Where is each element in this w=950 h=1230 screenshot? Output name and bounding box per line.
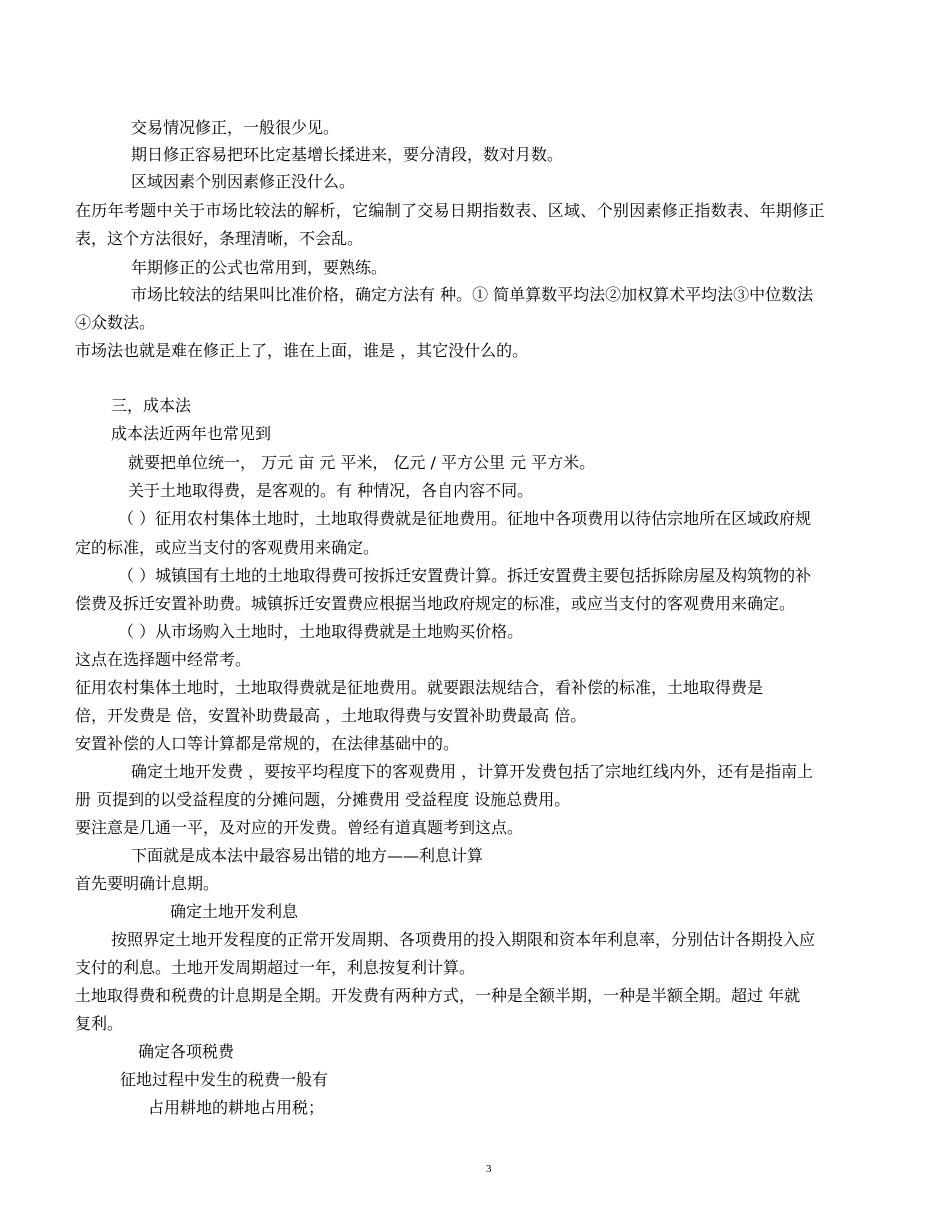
text-line: 市场比较法的结果叫比准价格，确定方法有 种。① 简单算数平均法②加权算术平均法③中位数法 — [131, 285, 814, 304]
text-line: 确定土地开发费 ，要按平均程度下的客观费用 ，计算开发费包括了宗地红线内外，还有是指南上 — [131, 762, 814, 781]
text-line: 表，这个方法很好，条理清晰，不会乱。 — [75, 229, 364, 248]
text-line: 征地过程中发生的税费一般有 — [120, 1070, 329, 1089]
text-line: 要注意是几通一平，及对应的开发费。曾经有道真题考到这点。 — [75, 818, 524, 837]
text-line: 支付的利息。土地开发周期超过一年，利息按复利计算。 — [75, 958, 476, 977]
text-line: 期日修正容易把环比定基增长揉进来，要分清段，数对月数。 — [131, 145, 564, 164]
text-line: 复利。 — [75, 1014, 124, 1033]
text-line: 在历年考题中关于市场比较法的解析，它编制了交易日期指数表、区域、个别因素修正指数表、年期修正 — [75, 201, 825, 220]
text-line: 安置补偿的人口等计算都是常规的，在法律基础中的。 — [75, 734, 460, 753]
text-line: 就要把单位统一， 万元 亩 元 平米， 亿元 / 平方公里 元 平方米。 — [128, 453, 596, 472]
text-line: 交易情况修正，一般很少见。 — [131, 118, 340, 137]
text-line: 成本法近两年也常见到 — [111, 424, 272, 443]
text-line: 定的标准，或应当支付的客观费用来确定。 — [75, 538, 380, 557]
text-line: 关于土地取得费，是客观的。有 种情况，各自内容不同。 — [128, 481, 534, 500]
text-line: 下面就是成本法中最容易出错的地方——利息计算 — [131, 846, 484, 865]
text-line: （ ）征用农村集体土地时，土地取得费就是征地费用。征地中各项费用以待估宗地所在区域政府规 — [118, 509, 812, 528]
text-line: 这点在选择题中经常考。 — [75, 650, 252, 669]
text-line: 偿费及拆迁安置补助费。城镇拆迁安置费应根据当地政府规定的标准，或应当支付的客观费用来确定。 — [75, 594, 796, 613]
text-line: 市场法也就是难在修正上了，谁在上面，谁是 ，其它没什么的。 — [75, 341, 529, 360]
text-line: 土地取得费和税费的计息期是全期。开发费有两种方式，一种是全额半期，一种是半额全期。超过 年就 — [75, 986, 801, 1005]
text-line: 首先要明确计息期。 — [75, 874, 220, 893]
text-line: 征用农村集体土地时，土地取得费就是征地费用。就要跟法规结合，看补偿的标准，土地取得费是 — [75, 678, 764, 697]
subsection-heading: 确定土地开发利息 — [170, 902, 299, 921]
text-line: 占用耕地的耕地占用税； — [148, 1098, 325, 1117]
text-line: 册 页提到的以受益程度的分摊问题，分摊费用 受益程度 设施总费用。 — [75, 790, 571, 809]
section-heading: 三，成本法 — [111, 396, 192, 415]
page-number: 3 — [486, 1163, 492, 1175]
text-line: ④众数法。 — [75, 313, 156, 332]
text-line: （ ）城镇国有土地的土地取得费可按拆迁安置费计算。拆迁安置费主要包括拆除房屋及构筑物的补 — [118, 566, 812, 585]
text-line: 区域因素个别因素修正没什么。 — [131, 172, 356, 191]
text-line: 倍，开发费是 倍，安置补助费最高 ，土地取得费与安置补助费最高 倍。 — [75, 706, 587, 725]
subsection-heading: 确定各项税费 — [138, 1042, 235, 1061]
text-line: 按照界定土地开发程度的正常开发周期、各项费用的投入期限和资本年利息率，分别估计各期投入应 — [111, 930, 816, 949]
text-line: 年期修正的公式也常用到，要熟练。 — [131, 258, 388, 277]
text-line: （ ）从市场购入土地时，土地取得费就是土地购买价格。 — [118, 622, 524, 641]
